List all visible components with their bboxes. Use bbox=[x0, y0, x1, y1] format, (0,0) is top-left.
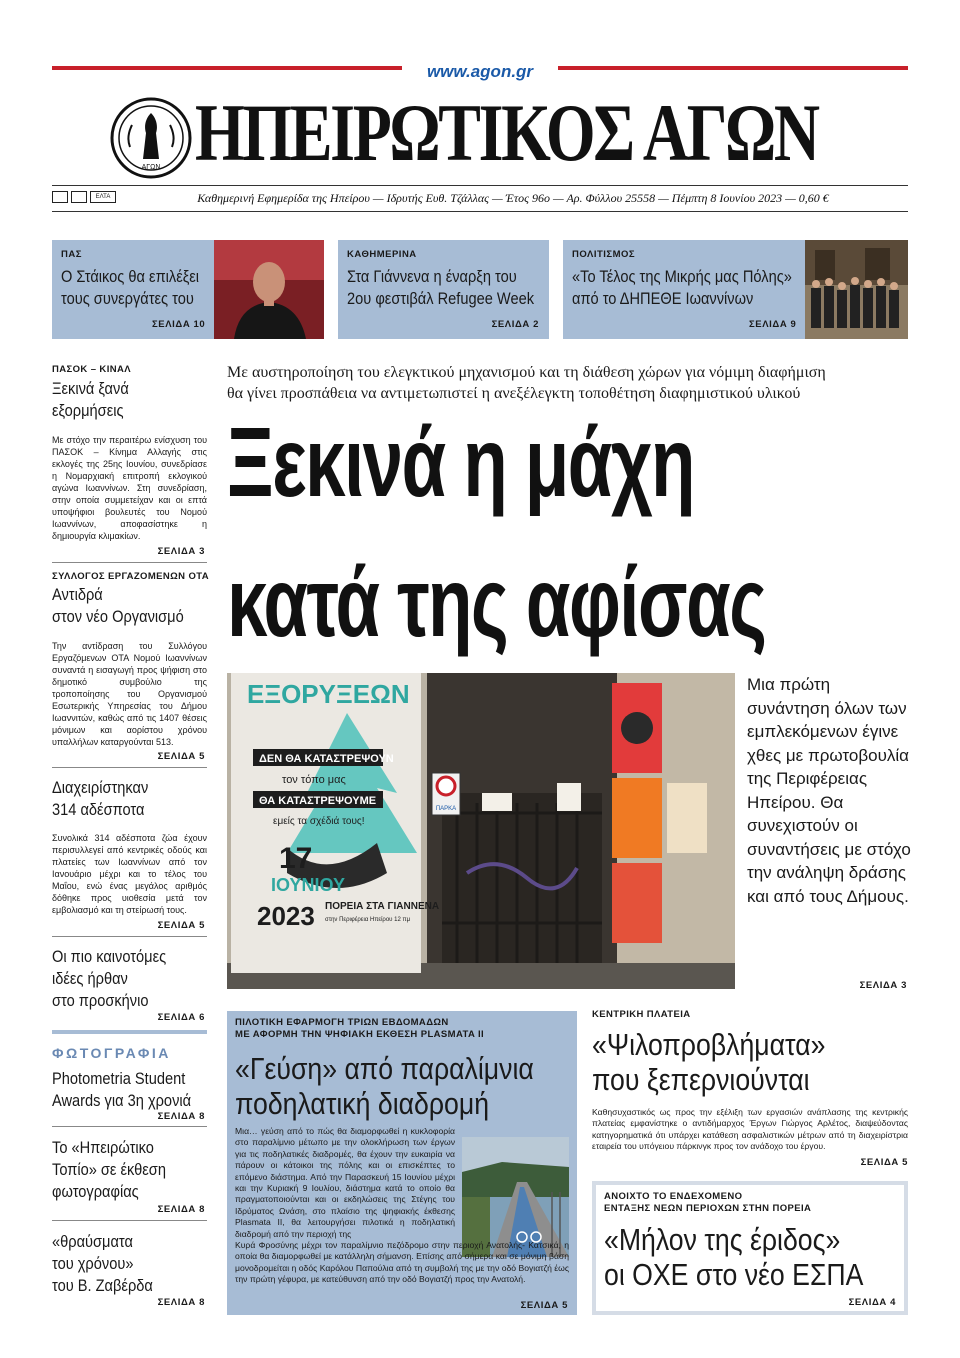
teaser-headline: «Το Τέλος της Μικρής μας Πόλης» από το ΔΗΠΕΘΕ Ιωαννίνων bbox=[572, 267, 792, 308]
svg-text:στην Περιφέρεια Ηπείρου 12 πμ: στην Περιφέρεια Ηπείρου 12 πμ bbox=[325, 917, 411, 923]
lead-subhead: Με αυστηροποίηση του ελεγκτικού μηχανισμού και τη διάθεση χώρων για νόμιμη διαφήμιση θα γίνει προσπάθεια να αντιμετωπιστεί η ανεξέλεγκτη τοποθέτηση διαφημιστικού υλικού bbox=[227, 364, 826, 402]
espa-kicker: ΑΝΟΙΧΤΟ ΤΟ ΕΝΔΕΧΟΜΕΝΟ ΕΝΤΑΞΗΣ ΝΕΩΝ ΠΕΡΙΟΧΩΝ ΣΤΗΝ ΠΟΡΕΙΑ bbox=[604, 1191, 812, 1214]
mini-logos bbox=[52, 191, 116, 203]
bike-path-photo bbox=[462, 1137, 569, 1257]
svg-text:ΔΕΝ ΘΑ ΚΑΤΑΣΤΡΕΨΟΥΝ: ΔΕΝ ΘΑ ΚΑΤΑΣΤΡΕΨΟΥΝ bbox=[259, 753, 394, 765]
coach-photo bbox=[214, 240, 324, 339]
teaser-headline: Στα Γιάννενα η έναρξη του 2ου φεστιβάλ Refugee Week bbox=[347, 267, 535, 308]
svg-text:2023: 2023 bbox=[257, 901, 315, 931]
lead-title-line1[interactable]: Ξεκινά η μάχη bbox=[227, 407, 694, 517]
lead-page: ΣΕΛΙΔΑ 3 bbox=[859, 980, 907, 991]
lc-separator bbox=[52, 936, 207, 937]
lc-headline-strays[interactable]: Διαχειρίστηκαν 314 αδέσποτα bbox=[52, 778, 149, 819]
lc-page-innovation: ΣΕΛΙΔΑ 6 bbox=[157, 1012, 205, 1023]
seal-logo-icon bbox=[110, 97, 192, 179]
svg-text:17: 17 bbox=[279, 842, 313, 875]
lead-title-line2[interactable]: κατά της αφίσας bbox=[227, 547, 766, 657]
lc-page-thrafsmata: ΣΕΛΙΔΑ 8 bbox=[157, 1297, 205, 1308]
masthead-rule-bottom bbox=[52, 211, 908, 212]
lead-side-text: Μια πρώτη συνάντηση όλων των εμπλεκόμενων έγινε χθες με πρωτοβουλία της Περιφέρειας Ηπείρου. Θα συνεχιστούν οι συναντήσεις με στόχο την ανάληψη δράσης και από τους Δήμους. bbox=[747, 675, 911, 906]
masthead-title: ΗΠΕΙΡΩΤΙΚΟΣ ΑΓΩΝ bbox=[195, 87, 818, 178]
bike-body-b: Κυρά Φροσύνης μέχρι τον παραλίμνιο πεζόδρομο στην περιοχή Ανατολής- Κατσικά, η οποία θα διαμορφωθεί με κατάλληλη σήμανση. Επίσης από σήμερα και σε μόνιμη βάση μονοδρομείται η οδός Καρόλου Παπούλια από τη συμβολή της με την οδό Βογιατζή έως την πρώτη γέφυρα, με κατεύθυνση από την οδό Βογιατζή προς την Ανατολή. bbox=[235, 1240, 569, 1285]
lc-separator bbox=[52, 562, 207, 563]
teaser-refugee-week[interactable] bbox=[338, 240, 549, 339]
teaser-page: ΣΕΛΙΔΑ 2 bbox=[491, 319, 539, 330]
lc-headline-thrafsmata[interactable]: «θραύσματα του χρόνου» του Β. Ζαβέρδα bbox=[52, 1232, 153, 1295]
teaser-kicker: ΠΑΣ bbox=[61, 249, 82, 260]
teaser-page: ΣΕΛΙΔΑ 10 bbox=[152, 319, 206, 330]
bike-page: ΣΕΛΙΔΑ 5 bbox=[520, 1300, 568, 1311]
mini-logo-elta: ΕΛΤΑ bbox=[90, 191, 116, 203]
svg-text:ΕΞΟΡΥΞΕΩΝ: ΕΞΟΡΥΞΕΩΝ bbox=[247, 679, 410, 709]
lc-body-strays: Συνολικά 314 αδέσποτα ζώα έχουν περισυλλεγεί από κεντρικές οδούς και πλατείες των Ιωαννίνων από τον Ιανουάριο μέχρι και το τέλος του Μαΐου, ενώ ένας μεγάλος αριθμός δόθηκε προς υιοθεσία μετά τον εμβολιασμό και τη στείρωσή τους. bbox=[52, 833, 207, 915]
svg-text:ΘΑ ΚΑΤΑΣΤΡΕΨΟΥΜΕ: ΘΑ ΚΑΤΑΣΤΡΕΨΟΥΜΕ bbox=[259, 795, 377, 807]
plateia-page: ΣΕΛΙΔΑ 5 bbox=[860, 1157, 908, 1168]
lc-headline-pasok[interactable]: Ξεκινά ξανά εξορμήσεις bbox=[52, 379, 129, 420]
lc-kicker-pasok: ΠΑΣΟΚ – ΚΙΝΑΛ bbox=[52, 364, 131, 375]
lc-kicker-ota: ΣΥΛΛΟΓΟΣ ΕΡΓΑΖΟΜΕΝΩΝ ΟΤΑ bbox=[52, 571, 209, 582]
masthead-rule-top bbox=[52, 185, 908, 186]
teaser-page: ΣΕΛΙΔΑ 9 bbox=[749, 319, 797, 330]
issue-infoline: Καθημερινή Εφημερίδα της Ηπείρου — Ιδρυτής Ευθ. Τζάλλας — Έτος 96ο — Αρ. Φύλλου 25558 — Πέμπτη 8 Ιουνίου 2023 — 0,60 € bbox=[197, 191, 829, 205]
bike-headline: «Γεύση» από παραλίμνια ποδηλατική διαδρομή bbox=[235, 1051, 534, 1121]
teaser-headline: Ο Στάικος θα επιλέξει τους συνεργάτες του bbox=[61, 267, 200, 308]
plateia-body: Καθησυχαστικός ως προς την εξέλιξη των εργασιών ανάπλασης της κεντρικής πλατείας εμφανίστηκε ο αντιδήμαρχος Έργων Γιώργος Αρλέτος, διαψεύδοντας κατηγορηματικά ότι υπάρχει κατάθεση ασφαλιστικών μέτρων από τη διαχειρίστρια εταιρεία του υπόγειου πάρκινγκ προς τον ανάδοχο του έργου. bbox=[592, 1107, 908, 1152]
teaser-kicker: ΠΟΛΙΤΙΣΜΟΣ bbox=[572, 249, 636, 260]
lc-body-pasok: Με στόχο την περαιτέρω ενίσχυση του ΠΑΣΟΚ – Κίνημα Αλλαγής στις εκλογές της 25ης Ιουνίου, συνεδρίασε η Νομαρχιακή επιτροπή εκλογικού αγώνα Ιωαννίνων. Στη συνεδρίαση, στην οποία συμμετείχαν και οι επτά υποψήφιοι βουλευτές του Νομού Ιωαννίνων, αποφασίστηκε η δημιουργία κλιμακίων. bbox=[52, 435, 207, 541]
bike-body-a: Μια… γεύση από το πώς θα διαμορφωθεί η κυκλοφορία στο παραλίμνιο μέτωπο με την ολοκλήρωση των έργων για τις ποδηλατικές διαδρομές, θα έχουν την ευκαιρία να πάρουν οι κάτοικοι της πόλης και οι επισκέπτες το επόμενο διάστημα. Από την Παρασκευή 15 Ιουνίου μέχρι και την Κυριακή 9 Ιουλίου, διάστημα κατά το οποίο θα πραγματοποιούνται και οι εκδηλώσεις της Στέγης του Ιδρύματος Ωνάση, στο πλαίσιο της ψηφιακής έκθεσης Plasmata II, θα λειτουργήσει πιλοτικά η ποδηλατική διαδρομή από την περιοχή της bbox=[235, 1126, 455, 1239]
svg-text:τον τόπο μας: τον τόπο μας bbox=[282, 774, 346, 786]
photography-bar bbox=[52, 1030, 207, 1034]
seal-text: ΑΓΩΝ bbox=[141, 164, 161, 171]
svg-text:ΠΟΡΕΙΑ ΣΤΑ ΓΙΑΝΝΕΝΑ: ΠΟΡΕΙΑ ΣΤΑ ΓΙΑΝΝΕΝΑ bbox=[325, 901, 440, 912]
lc-separator bbox=[52, 1126, 207, 1127]
svg-text:ΙΟΥΝΙΟΥ: ΙΟΥΝΙΟΥ bbox=[271, 875, 346, 895]
svg-text:εμείς τα σχέδιά τους!: εμείς τα σχέδιά τους! bbox=[273, 816, 365, 827]
theatre-group-photo bbox=[805, 240, 908, 339]
lc-headline-topio[interactable]: Το «Ηπειρώτικο Τοπίο» σε έκθεση φωτογραφίας bbox=[52, 1138, 166, 1201]
lc-headline-photometria[interactable]: Photometria Student Awards για 3η χρονιά bbox=[52, 1069, 192, 1110]
teaser-politismos[interactable] bbox=[563, 240, 908, 339]
plateia-headline[interactable]: «Ψιλοπροβλήματα» που ξεπερνιούνται bbox=[592, 1027, 826, 1097]
lc-headline-innovation[interactable]: Οι πιο καινοτόμες ιδέες ήρθαν στο προσκήνιο bbox=[52, 947, 167, 1010]
lc-page-photometria: ΣΕΛΙΔΑ 8 bbox=[157, 1111, 205, 1122]
espa-page: ΣΕΛΙΔΑ 4 bbox=[848, 1297, 896, 1308]
lc-page-strays: ΣΕΛΙΔΑ 5 bbox=[157, 920, 205, 931]
lc-body-ota: Την αντίδραση του Συλλόγου Εργαζόμενων ΟΤΑ Νομού Ιωαννίνων συναντά η εισαγωγή προς ψήφιση στο δημοτικό συμβούλιο της τροποποίησης του Οργανισμού Εσωτερικής Υπηρεσίας του Δήμου Ιωαννιτών, καθώς από τις 1407 θέσεις μόνιμων και αορίστου χρόνου υπαλλήλων καταργούνται 513. bbox=[52, 641, 207, 747]
mini-logo-2 bbox=[71, 191, 87, 203]
espa-headline[interactable]: «Μήλον της έριδος» οι ΟΧΕ στο νέο ΕΣΠΑ bbox=[604, 1222, 864, 1292]
teaser-kicker: ΚΑΘΗΜΕΡΙΝΑ bbox=[347, 249, 417, 260]
teaser-pas[interactable] bbox=[52, 240, 324, 339]
lc-page-topio: ΣΕΛΙΔΑ 8 bbox=[157, 1204, 205, 1215]
lc-separator bbox=[52, 767, 207, 768]
svg-text:ΠΑΡΚΑ: ΠΑΡΚΑ bbox=[435, 806, 457, 812]
bike-kicker: ΠΙΛΟΤΙΚΗ ΕΦΑΡΜΟΓΗ ΤΡΙΩΝ ΕΒΔΟΜΑΔΩΝ ΜΕ ΑΦΟΡΜΗ ΤΗΝ ΨΗΦΙΑΚΗ ΕΚΘΕΣΗ PLASMATA II bbox=[235, 1017, 485, 1040]
lc-page-pasok: ΣΕΛΙΔΑ 3 bbox=[157, 546, 205, 557]
lc-headline-ota[interactable]: Αντιδρά στον νέο Οργανισμό bbox=[52, 585, 184, 626]
plateia-kicker: ΚΕΝΤΡΙΚΗ ΠΛΑΤΕΙΑ bbox=[592, 1009, 691, 1020]
posters-photo bbox=[227, 673, 735, 989]
mini-logo-1 bbox=[52, 191, 68, 203]
site-url[interactable]: www.agon.gr bbox=[426, 62, 534, 81]
photography-label: ΦΩΤΟΓΡΑΦΙΑ bbox=[52, 1045, 171, 1061]
lc-page-ota: ΣΕΛΙΔΑ 5 bbox=[157, 751, 205, 762]
lc-separator bbox=[52, 1220, 207, 1221]
